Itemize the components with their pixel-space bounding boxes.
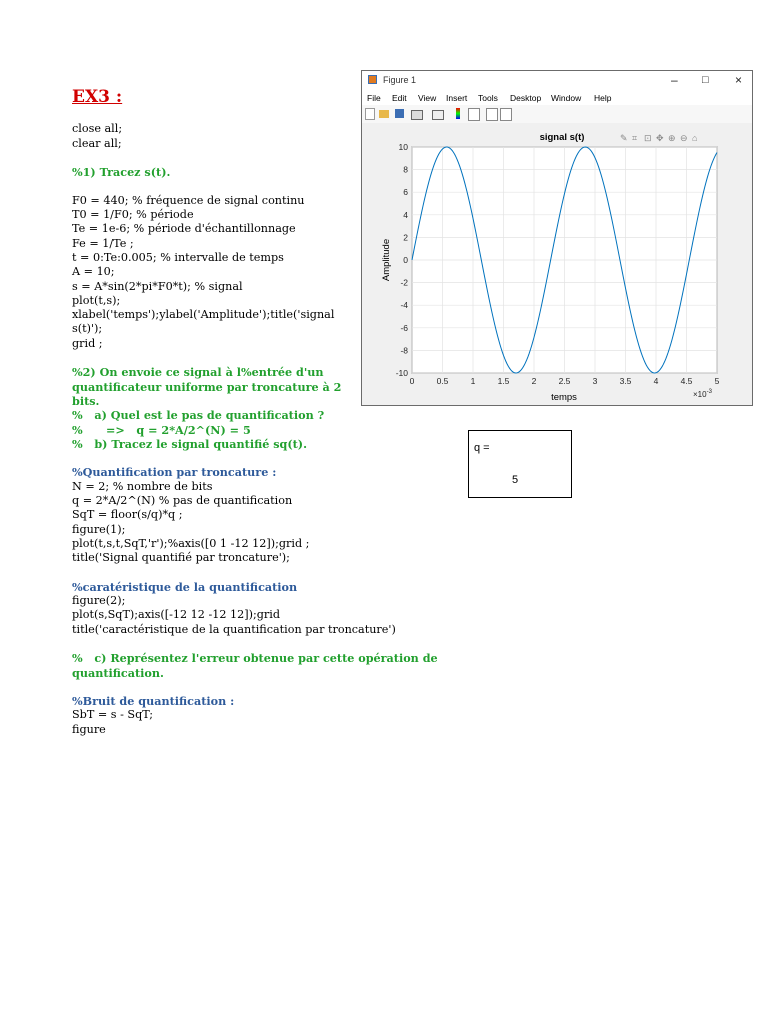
pan-icon[interactable]: ✥ xyxy=(656,133,664,143)
y-tick-label: 4 xyxy=(403,209,408,220)
section-heading: %1) Tracez s(t). xyxy=(72,165,171,180)
x-tick-label: 0 xyxy=(409,376,415,386)
code-line: title('Signal quantifié par troncature'); xyxy=(72,551,290,565)
open-folder-icon[interactable] xyxy=(379,110,389,118)
figure-menubar xyxy=(362,89,752,105)
x-tick-label: 1 xyxy=(470,376,476,386)
line-chart xyxy=(362,123,752,405)
figure-toolbar xyxy=(362,105,752,124)
minimize-button[interactable]: – xyxy=(671,73,678,87)
x-axis-label: temps xyxy=(551,392,577,403)
y-tick-label: -10 xyxy=(395,368,408,378)
code-line: figure(2); xyxy=(72,594,126,608)
code-line: xlabel('temps');ylabel('Amplitude');title('signal xyxy=(72,308,335,322)
y-tick-label: 6 xyxy=(403,187,408,198)
y-tick-label: 2 xyxy=(403,232,408,243)
code-line: SqT = floor(s/q)*q ; xyxy=(72,508,183,522)
chart-title: signal s(t) xyxy=(539,132,585,143)
command-output-box xyxy=(468,430,572,498)
show-plot-tools-icon[interactable] xyxy=(500,108,512,121)
menu-file[interactable]: File xyxy=(367,93,381,103)
answer-line: % => q = 2*A/2^(N) = 5 xyxy=(72,422,251,437)
x-tick-label: 0.5 xyxy=(436,376,449,386)
home-icon[interactable]: ⌂ xyxy=(692,133,698,143)
menu-edit[interactable]: Edit xyxy=(392,93,407,103)
code-line: clear all; xyxy=(72,136,122,150)
y-tick-label: -6 xyxy=(400,322,408,333)
rotate-icon[interactable]: ⊡ xyxy=(644,133,652,143)
code-line: s = A*sin(2*pi*F0*t); % signal xyxy=(72,279,243,293)
y-tick-label: 8 xyxy=(403,164,408,175)
code-line: A = 10; xyxy=(72,265,115,279)
question-line: % c) Représentez l'erreur obtenue par cette opération de quantification. xyxy=(72,651,442,680)
code-line: t = 0:Te:0.005; % intervalle de temps xyxy=(72,250,284,264)
subsection-heading: %caratéristique de la quantification xyxy=(72,579,298,594)
close-button[interactable]: × xyxy=(735,73,743,87)
x-tick-label: 2.5 xyxy=(558,376,571,386)
link-icon[interactable] xyxy=(432,110,444,120)
x-tick-label: 2 xyxy=(531,376,537,386)
x-tick-label: 5 xyxy=(714,376,720,386)
new-file-icon[interactable] xyxy=(365,108,375,120)
figure-window xyxy=(361,70,753,406)
y-axis-label: Amplitude xyxy=(381,238,392,282)
x-tick-label: 4.5 xyxy=(680,376,693,386)
y-tick-label: -2 xyxy=(400,277,408,288)
section-heading: quantificateur uniforme par troncature à 2 xyxy=(72,379,342,394)
figure-titlebar xyxy=(362,71,752,89)
hide-plot-tools-icon[interactable] xyxy=(486,108,498,121)
zoom-out-icon[interactable]: ⊖ xyxy=(680,133,688,143)
code-line: title('caractéristique de la quantification par troncature') xyxy=(72,622,396,636)
zoom-in-icon[interactable]: ⊕ xyxy=(668,133,676,143)
code-line: Te = 1e-6; % période d'échantillonnage xyxy=(72,222,296,236)
code-line: plot(t,s); xyxy=(72,293,121,307)
figure-title: Figure 1 xyxy=(383,75,417,85)
x-exponent-label: $\times 10^{-3}$ xyxy=(693,389,712,399)
y-tick-label: -8 xyxy=(400,345,408,356)
question-line: % b) Tracez le signal quantifié sq(t). xyxy=(72,436,307,451)
menu-help[interactable]: Help xyxy=(594,93,612,103)
exercise-title: EX3 : xyxy=(72,87,123,107)
section-heading: bits. xyxy=(72,393,100,408)
code-line: plot(t,s,t,SqT,'r');%axis([0 1 -12 12]);grid ; xyxy=(72,536,310,550)
code-line: Fe = 1/Te ; xyxy=(72,236,134,250)
subsection-heading: %Bruit de quantification : xyxy=(72,694,235,709)
code-line: plot(s,SqT);axis([-12 12 -12 12]);grid xyxy=(72,608,281,622)
y-tick-label: 10 xyxy=(398,142,408,152)
code-line: figure xyxy=(72,722,106,736)
code-line: s(t)'); xyxy=(72,322,103,336)
code-line: SbT = s - SqT; xyxy=(72,708,154,722)
code-line: T0 = 1/F0; % période xyxy=(72,208,194,222)
maximize-button[interactable]: □ xyxy=(702,74,709,86)
question-line: % a) Quel est le pas de quantification ? xyxy=(72,408,325,423)
x-tick-label: 1.5 xyxy=(497,376,510,386)
axes-toolbar xyxy=(620,133,697,143)
plot-area xyxy=(362,123,752,405)
menu-window[interactable]: Window xyxy=(551,93,582,103)
output-value: 5 xyxy=(512,474,519,486)
data-cursor-icon[interactable]: ⌗ xyxy=(632,133,638,143)
brush-icon[interactable]: ✎ xyxy=(620,133,628,143)
y-tick-label: 0 xyxy=(403,255,408,265)
legend-icon[interactable] xyxy=(468,108,480,121)
menu-tools[interactable]: Tools xyxy=(478,93,498,103)
menu-insert[interactable]: Insert xyxy=(446,93,468,103)
subsection-heading: %Quantification par troncature : xyxy=(72,465,277,480)
code-line: N = 2; % nombre de bits xyxy=(72,479,213,493)
code-line: grid ; xyxy=(72,336,103,350)
matlab-figure-icon xyxy=(368,75,377,84)
x-tick-label: 4 xyxy=(653,376,659,386)
save-icon[interactable] xyxy=(395,109,404,118)
code-line: q = 2*A/2^(N) % pas de quantification xyxy=(72,494,293,508)
menu-desktop[interactable]: Desktop xyxy=(510,93,542,103)
code-line: F0 = 440; % fréquence de signal continu xyxy=(72,193,305,207)
section-heading: %2) On envoie ce signal à l%entrée d'un xyxy=(72,365,324,380)
x-tick-label: 3 xyxy=(592,376,598,386)
output-variable-label: q = xyxy=(474,442,490,454)
x-tick-label: 3.5 xyxy=(619,376,632,386)
menu-view[interactable]: View xyxy=(418,93,437,103)
code-line: figure(1); xyxy=(72,522,126,536)
colorbar-icon[interactable] xyxy=(456,108,460,119)
code-line: close all; xyxy=(72,122,123,136)
print-icon[interactable] xyxy=(411,110,423,120)
y-tick-label: -4 xyxy=(400,300,408,311)
